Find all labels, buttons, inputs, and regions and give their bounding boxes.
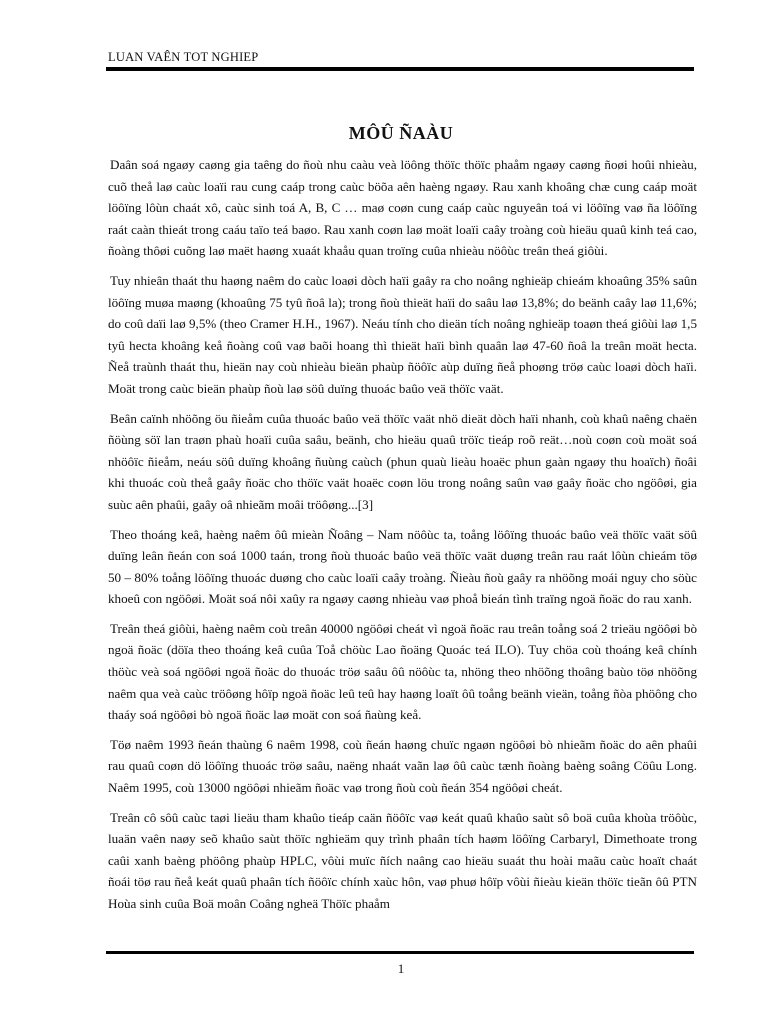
- paragraph-4: Theo thoáng keâ, haèng naêm ôû mieàn Ñoâng – Nam nöôùc ta, toång löôïng thuoác baûo veä thöïc vaät söû duïng leân ñeán con soá 1000 taán, trong ñoù thuoác baûo veä thöïc vaät duøng treân rau raát lôùn chieám töø 50 – 80% toång löôïng thuoác duøng cho caùc loaïi caây troàng. Ñieàu ñoù gaây ra nhöõng moái nguy cho söùc khoeû con ngöôøi. Moät soá nôi xaûy ra ngaøy caøng nhieàu vaø phoå bieán tình traïng ngoä ñoäc do rau xanh.: [108, 526, 697, 607]
- paragraph-7: Treân cô sôû caùc taøi lieäu tham khaûo tieáp caän ñöôïc vaø keát quaû khaûo saùt sô boä cuûa khoùa tröôùc, luaän vaên naøy seõ khaûo saùt thöïc nghieäm quy trình phaân tích haøm löôïng Carbaryl, Dimethoate trong caûi xanh baèng phöông phaùp HPLC, vôùi muïc ñích naâng cao hieäu suaát thu hoài maãu caùc hoaït chaát ñoái töø rau ñeå keát quaû phaân tích ñöôïc chính xaùc hôn, vaø phuø hôïp vôùi ñieàu kieän thöïc tieãn ôû PTN Hoùa sinh cuûa Boä moân Coâng ngheä Thöïc phaåm: [108, 809, 697, 911]
- section-title: MÔÛ ÑAÀU: [348, 123, 454, 143]
- header-rule: [106, 67, 694, 71]
- paragraph-6: Töø naêm 1993 ñeán thaùng 6 naêm 1998, coù ñeán haøng chuïc ngaøn ngöôøi bò nhieãm ñoäc do aên phaûi rau quaû coøn dö löôïng thuoác tröø saâu, naëng nhaát vaãn laø ôû caùc tænh ñoàng baèng soâng Cöûu Long. Naêm 1995, coù 13000 ngöôøi nhieãm ñoäc vaø trong ñoù coù ñeán 354 ngöôøi cheát.: [108, 736, 697, 796]
- paragraph-3: Beân caïnh nhöõng öu ñieåm cuûa thuoác baûo veä thöïc vaät nhö dieät dòch haïi nhanh, coù khaû naêng chaën ñöùng söï lan traøn phaù hoaïi cuûa saâu, beänh, cho hieäu quaû tröïc tieáp roõ reät…noù coøn coù moät soá nhöôïc ñieåm, neáu söû duïng khoâng ñuùng caùch (phun quaù lieàu hoaëc phun gaàn ngaøy thu hoaïch) ñoâi khi thuoác coù theå gaây ñoäc cho thöïc vaät hoaëc coøn löu trong noâng saûn vaø gaây ñoäc cho ngöôøi, gia suùc aên phaûi, gaây oâ nhieãm moâi tröôøng...[3]: [108, 410, 697, 512]
- paragraph-2: Tuy nhieân thaát thu haøng naêm do caùc loaøi dòch haïi gaây ra cho noâng nghieäp chieám khoaûng 35% saûn löôïng muøa maøng (khoaûng 75 tyû ñoâ la); trong ñoù thieät haïi do saâu laø 13,8%; do beänh caây laø 11,6%; do coû daïi laø 9,5% (theo Cramer H.H., 1967). Neáu tính cho dieän tích noâng nghieäp toaøn theá giôùi laø 1,5 tyû hecta khoâng keå ñoàng coû vaø baõi hoang thì thieät haïi bình quaân laø 47-60 ñoâ la treân moät hecta. Ñeå traùnh thaát thu, hieän nay coù nhieàu bieän phaùp ñöôïc aùp duïng ñeå phoøng tröø caùc loaøi dòch haïi. Moät trong caùc bieän phaùp ñoù laø söû duïng thuoác baûo veä thöïc vaät.: [108, 272, 697, 396]
- paragraph-1: Daân soá ngaøy caøng gia taêng do ñoù nhu caàu veà löông thöïc thöïc phaåm ngaøy caøng ñoøi hoûi nhieàu, cuõ theå laø caùc loaïi rau cung caáp trong caùc böõa aên haèng ngaøy. Rau xanh khoâng chæ cung caáp moät löôïng lôùn chaát xô, caùc sinh toá A, B, C … maø coøn cung caáp caùc nguyeân toá vi löôïng vaø ña löôïng raát caàn thieát trong caáu taïo teá baøo. Rau xanh coøn laø moät loaïi caây troàng coù hieäu quaû kinh teá cao, ñoàng thôøi cuõng laø maët haøng xuaát khaåu quan troïng cuûa nhieàu nöôùc treân theá giôùi.: [108, 157, 697, 259]
- page-number: 1: [397, 961, 405, 976]
- running-header: LUAN VAÊN TOT NGHIEP: [108, 50, 259, 64]
- footer-rule: [106, 951, 694, 954]
- body-text: [108, 154, 697, 923]
- paragraph-5: Treân theá giôùi, haèng naêm coù treân 40000 ngöôøi cheát vì ngoä ñoäc rau treân toång soá 2 trieäu ngöôøi bò ngoä ñoäc (döïa theo thoáng keâ cuûa Toå chöùc Lao ñoäng Quoác teá ILO). Tuy chöa coù thoáng keâ chính thöùc veà soá ngöôøi ngoä ñoäc do thuoác tröø saâu ôû nöôùc ta, nhöng theo nhöõng thoâng baùo töø nhöõng naêm qua veà caùc tröôøng hôïp ngoä ñoäc leû teû hay haøng loaït ôû toång beänh vieän, toång ñòa phöông cho thaáy soá ngöôøi bò ngoä ñoäc laø moät con soá ñaùng keå.: [108, 620, 697, 723]
